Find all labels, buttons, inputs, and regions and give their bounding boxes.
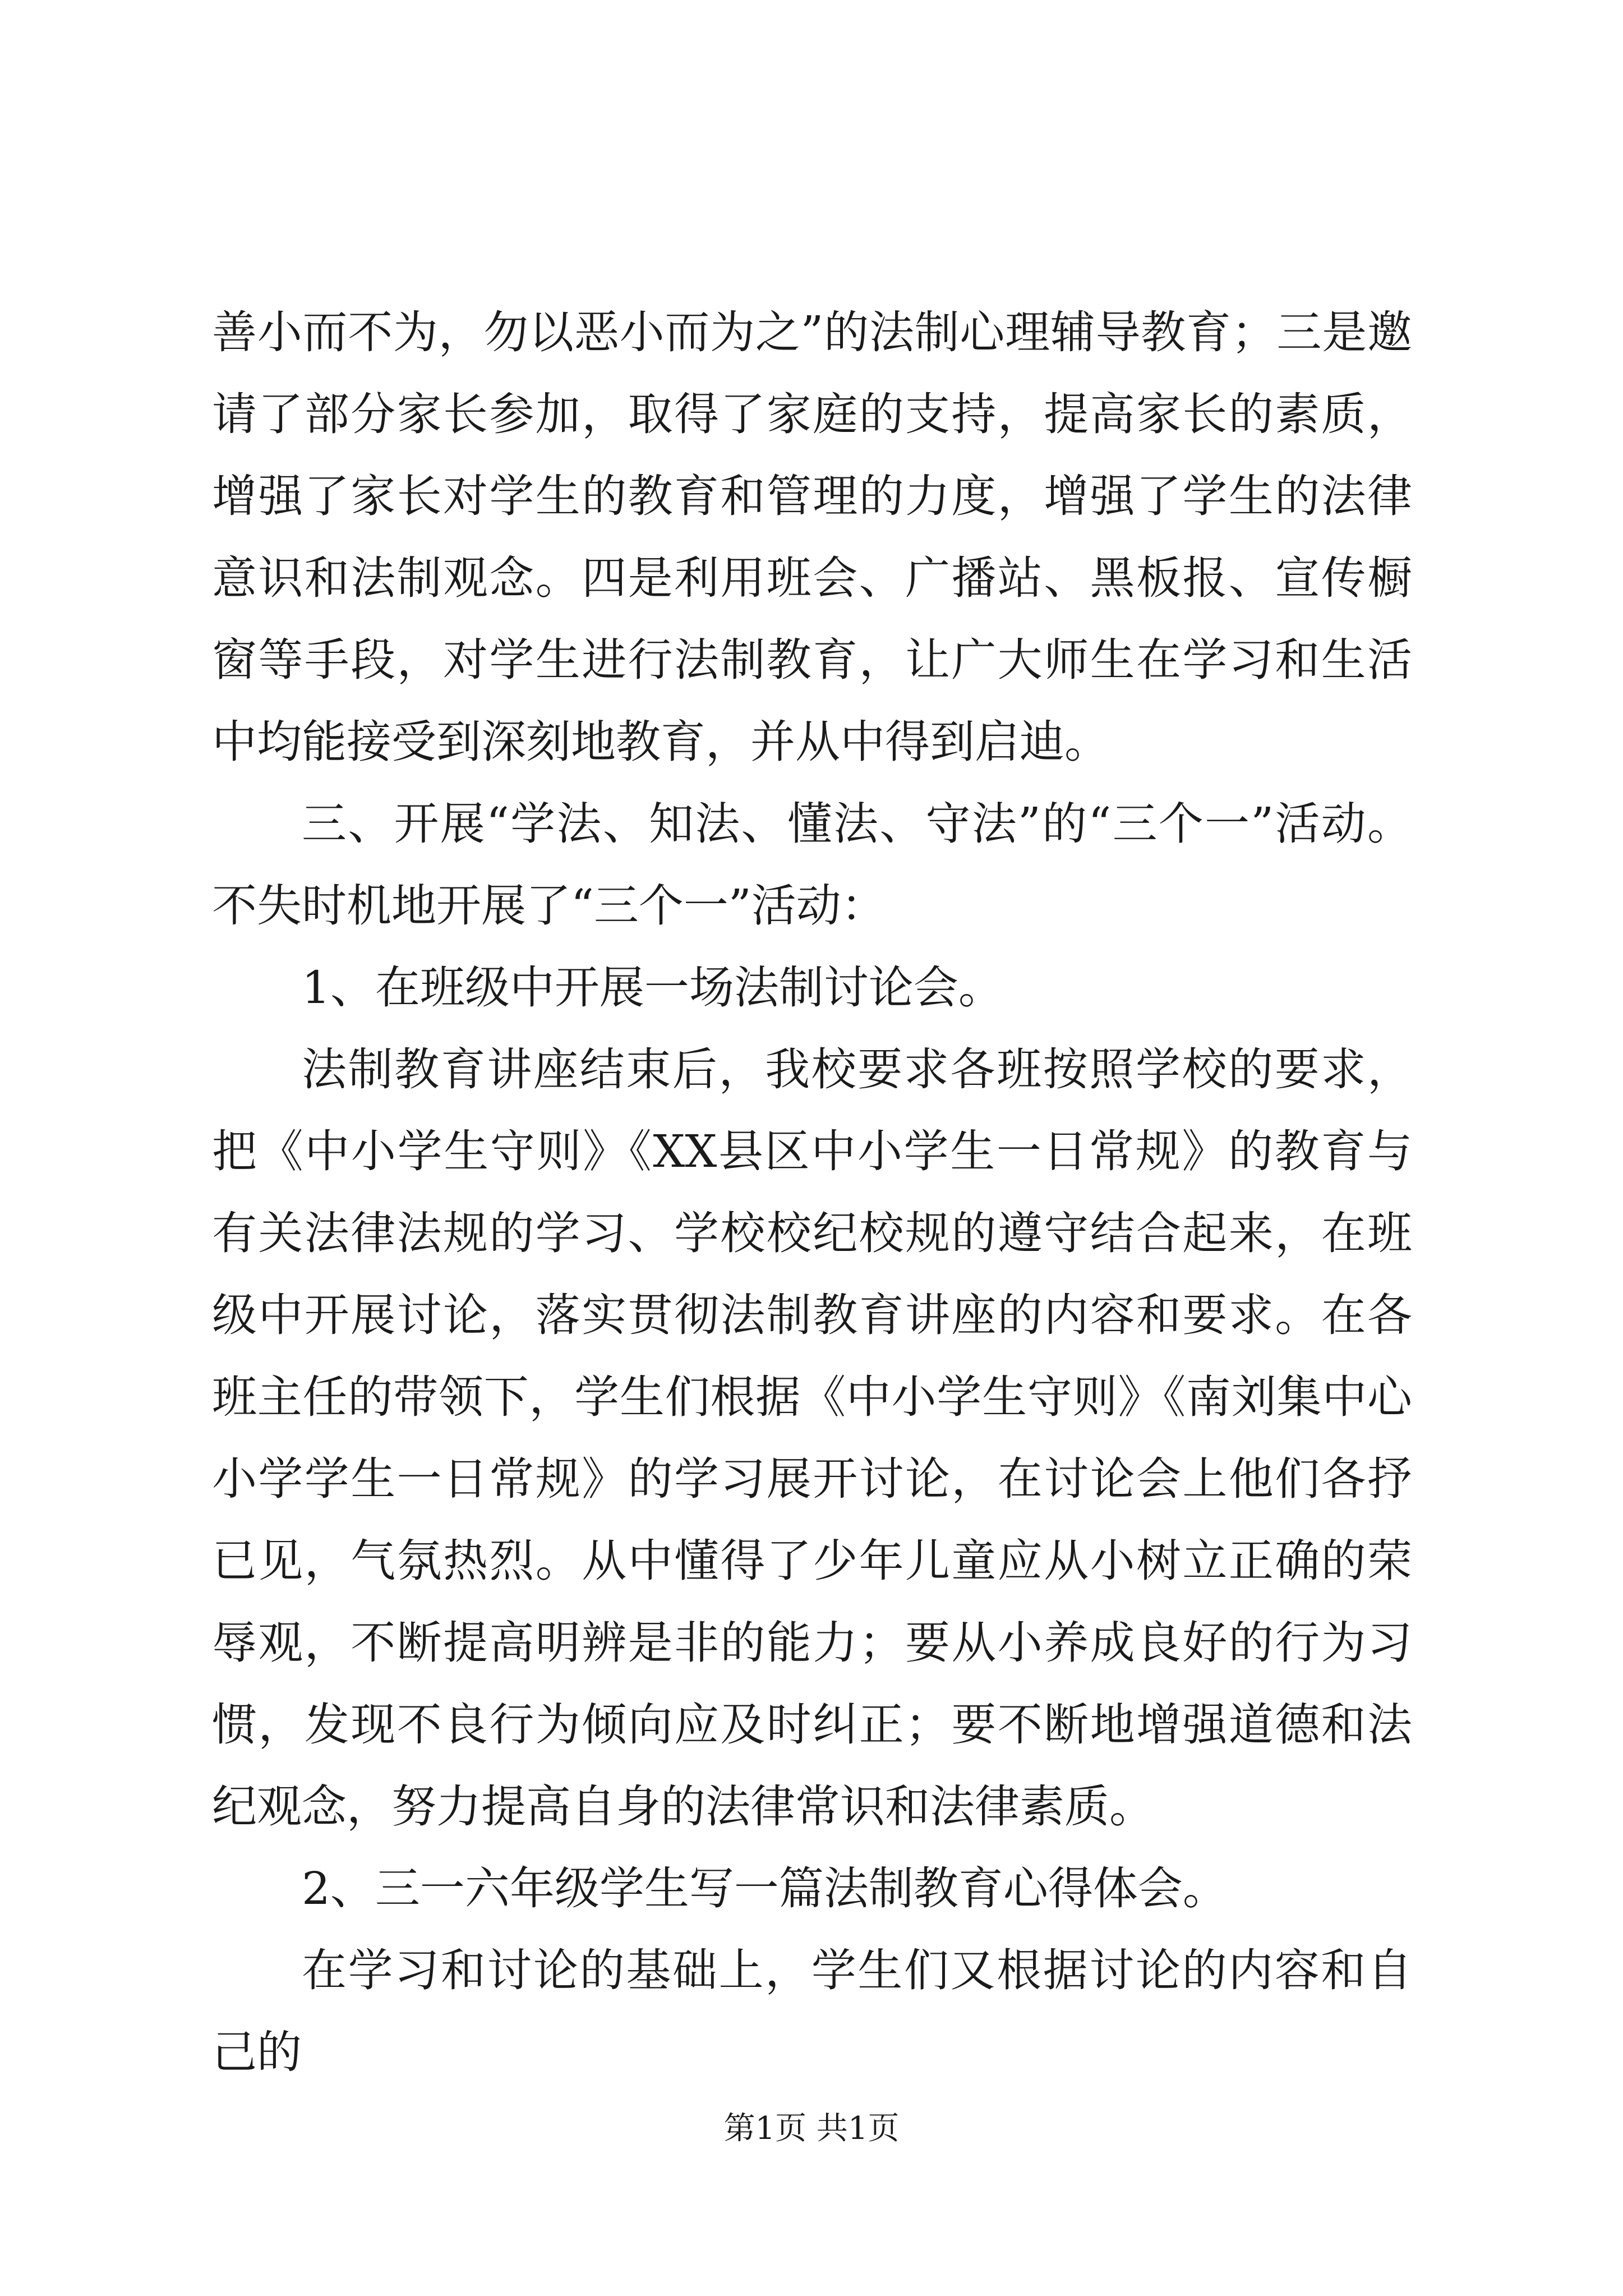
paragraph-1: 善小而不为，勿以恶小而为之”的法制心理辅导教育；三是邀请了部分家长参加，取得了家庭的支持，提高家长的素质，增强了家长对学生的教育和管理的力度，增强了学生的法律意识和法制观念。四是利用班会、广播站、黑板报、宣传橱窗等手段，对学生进行法制教育，让广大师生在学习和生活中均能接受到深刻地教育，并从中得到启迪。 [212,306,1412,768]
page-number-label: 第1页 共1页 [723,2110,900,2147]
paragraph-4: 法制教育讲座结束后，我校要求各班按照学校的要求，把《中小学生守则》《XX县区中小学生一日常规》的教育与有关法律法规的学习、学校校纪校规的遵守结合起来，在班级中开展讨论，落实贯彻法制教育讲座的内容和要求。在各班主任的带领下，学生们根据《中小学生守则》《南刘集中心小学学生一日常规》的学习展开讨论，在讨论会上他们各抒已见，气氛热烈。从中懂得了少年儿童应从小树立正确的荣辱观，不断提高明辨是非的能力；要从小养成良好的行为习惯，发现不良行为倾向应及时纠正；要不断地增强道德和法纪观念，努力提高自身的法律常识和法律素质。 [212,1043,1412,1833]
paragraph-5: 2、三一六年级学生写一篇法制教育心得体会。 [302,1862,1228,1915]
paragraph-3: 1、在班级中开展一场法制讨论会。 [302,961,1003,1014]
page-footer [0,2106,1623,2151]
document-body [212,292,1412,2093]
paragraph-6: 在学习和讨论的基础上，学生们又根据讨论的内容和自己的 [212,1944,1412,2078]
paragraph-2: 三、开展“学法、知法、懂法、守法”的“三个一”活动。不失时机地开展了“三个一”活动： [212,798,1412,932]
